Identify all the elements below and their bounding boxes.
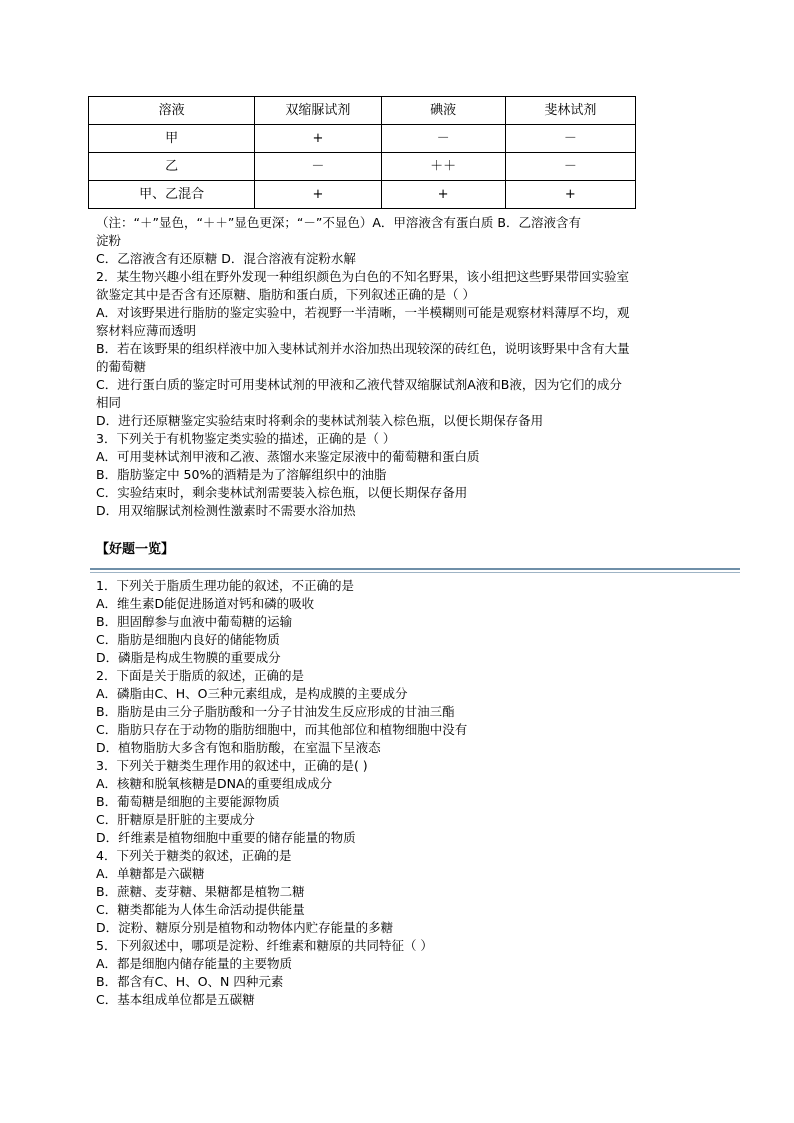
table-cell: + [381, 181, 505, 209]
header-cell: 碘液 [381, 97, 505, 125]
table-header-row [89, 97, 636, 125]
text-line: 相同 [96, 395, 122, 410]
text-line: D．淀粉、糖原分别是植物和动物体内贮存能量的多糖 [96, 920, 394, 935]
section-divider [90, 568, 740, 570]
header-cell: 斐林试剂 [505, 97, 635, 125]
text-line: B．若在该野果的组织样液中加入斐林试剂并水浴加热出现较深的砖红色，说明该野果中含有大量 [96, 341, 630, 356]
text-line: 3．下列关于有机物鉴定类实验的描述，正确的是（ ） [96, 431, 396, 446]
table-cell: － [255, 153, 381, 181]
section-divider-thin [90, 572, 740, 573]
text-line: A．都是细胞内储存能量的主要物质 [96, 956, 293, 971]
table-cell: 甲、乙混合 [89, 181, 255, 209]
text-line: D．纤维素是植物细胞中重要的储存能量的物质 [96, 830, 356, 845]
text-line: 4．下列关于糖类的叙述，正确的是 [96, 848, 292, 863]
text-line: C．糖类都能为人体生命活动提供能量 [96, 902, 305, 917]
text-line: A．单糖都是六碳糖 [96, 866, 205, 881]
text-line: B．脂肪是由三分子脂肪酸和一分子甘油发生反应形成的甘油三酯 [96, 704, 455, 719]
text-line: B．葡萄糖是细胞的主要能源物质 [96, 794, 280, 809]
question-block-top [96, 214, 696, 520]
table-cell: 甲 [89, 125, 255, 153]
text-line: D．植物脂肪大多含有饱和脂肪酸，在室温下呈液态 [96, 740, 381, 755]
table-cell: － [505, 125, 635, 153]
table-cell: 乙 [89, 153, 255, 181]
text-line: B．蔗糖、麦芽糖、果糖都是植物二糖 [96, 884, 305, 899]
table-cell: + [255, 125, 381, 153]
text-line: 1．下列关于脂质生理功能的叙述，不正确的是 [96, 578, 354, 593]
text-line: 5．下列叙述中，哪项是淀粉、纤维素和糖原的共同特征（ ） [96, 938, 433, 953]
table-cell: － [505, 153, 635, 181]
header-cell: 溶液 [89, 97, 255, 125]
text-line: 欲鉴定其中是否含有还原糖、脂肪和蛋白质，下列叙述正确的是（ ） [96, 287, 475, 302]
table-cell: ＋＋ [381, 153, 505, 181]
text-line: C．基本组成单位都是五碳糖 [96, 992, 255, 1007]
text-line: B．都含有C、H、O、N 四种元素 [96, 974, 284, 989]
reagent-table-container [88, 96, 636, 209]
text-line: D．磷脂是构成生物膜的重要成分 [96, 650, 281, 665]
text-line: A．对该野果进行脂肪的鉴定实验中，若视野一半清晰，一半模糊则可能是观察材料薄厚不均，观 [96, 305, 630, 320]
reagent-table [88, 96, 636, 209]
text-line: 2．某生物兴趣小组在野外发现一种组织颜色为白色的不知名野果，该小组把这些野果带回实验室 [96, 269, 629, 284]
text-line: 3．下列关于糖类生理作用的叙述中，正确的是( ) [96, 758, 368, 773]
table-row [89, 181, 636, 209]
table-cell: － [381, 125, 505, 153]
header-cell: 双缩脲试剂 [255, 97, 381, 125]
text-line: A．可用斐林试剂甲液和乙液、蒸馏水来鉴定尿液中的葡萄糖和蛋白质 [96, 449, 480, 464]
text-line: B．脂肪鉴定中 50%的酒精是为了溶解组织中的油脂 [96, 467, 387, 482]
text-line: B．胆固醇参与血液中葡萄糖的运输 [96, 614, 293, 629]
text-line: A．核糖和脱氧核糖是DNA的重要组成成分 [96, 776, 333, 791]
text-line: 淀粉 [96, 233, 122, 248]
text-line: C．肝糖原是肝脏的主要成分 [96, 812, 255, 827]
text-line: C．脂肪是细胞内良好的储能物质 [96, 632, 280, 647]
text-line: C．脂肪只存在于动物的脂肪细胞中，而其他部位和植物细胞中没有 [96, 722, 468, 737]
text-line: C．乙溶液含有还原糖 D．混合溶液有淀粉水解 [96, 251, 356, 266]
text-line: 察材料应薄而透明 [96, 323, 197, 338]
question-block-bottom [96, 577, 696, 1009]
text-line: D．进行还原糖鉴定实验结束时将剩余的斐林试剂装入棕色瓶，以便长期保存备用 [96, 413, 544, 428]
text-line: A．维生素D能促进肠道对钙和磷的吸收 [96, 596, 315, 611]
text-line: 2．下面是关于脂质的叙述，正确的是 [96, 668, 304, 683]
table-cell: + [255, 181, 381, 209]
text-line: A．磷脂由C、H、O三种元素组成，是构成膜的主要成分 [96, 686, 408, 701]
table-cell: + [505, 181, 635, 209]
text-line: D．用双缩脲试剂检测性激素时不需要水浴加热 [96, 503, 356, 518]
text-line: 的葡萄糖 [96, 359, 147, 374]
text-line: （注：“＋”显色，“＋＋”显色更深；“－”不显色）A．甲溶液含有蛋白质 B．乙溶液含有 [96, 215, 581, 230]
text-line: C．进行蛋白质的鉴定时可用斐林试剂的甲液和乙液代替双缩脲试剂A液和B液，因为它们的成分 [96, 377, 622, 392]
table-row [89, 153, 636, 181]
table-row [89, 125, 636, 153]
section-title: 【好题一览】 [96, 542, 175, 557]
text-line: C．实验结束时，剩余斐林试剂需要装入棕色瓶，以便长期保存备用 [96, 485, 468, 500]
